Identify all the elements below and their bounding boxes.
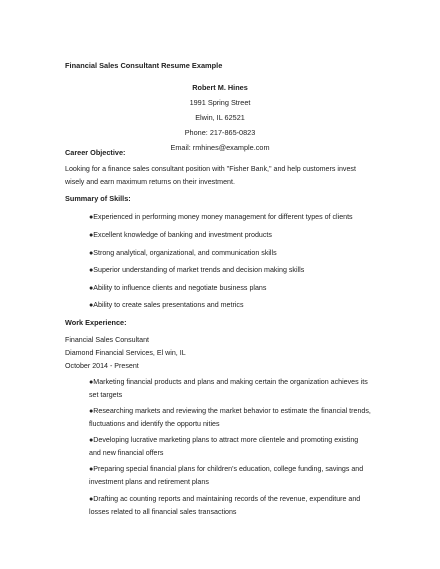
skill-item: ●Strong analytical, organizational, and communication skills (89, 249, 277, 257)
document-title: Financial Sales Consultant Resume Example (65, 61, 223, 70)
skill-item: ●Excellent knowledge of banking and investment products (89, 231, 272, 239)
duty-item (89, 493, 360, 519)
skill-item: ●Ability to create sales presentations and metrics (89, 301, 244, 309)
skill-item: ●Ability to influence clients and negotiate business plans (89, 284, 267, 292)
duty-line: ●Developing lucrative marketing plans to attract more clientele and promoting existing (89, 436, 359, 444)
skill-item: ●Experienced in performing money money management for different types of clients (89, 213, 353, 221)
duty-item (89, 405, 371, 431)
duty-line: ●Researching markets and reviewing the market behavior to estimate the financial trends, (89, 407, 371, 415)
city-state-zip: Elwin, IL 62521 (195, 113, 245, 122)
career-objective-text (65, 163, 405, 189)
duty-item (89, 376, 368, 402)
duty-line: fluctuations and identify the opportu nities (89, 420, 220, 428)
duty-line: set targets (89, 391, 123, 399)
email-address: Email: rmhines@example.com (170, 143, 270, 152)
candidate-name: Robert M. Hines (192, 83, 248, 92)
contact-block (0, 80, 440, 155)
phone-number: Phone: 217-865-0823 (184, 128, 256, 137)
duty-line: ●Preparing special financial plans for children's education, college funding, savings and (89, 465, 364, 473)
duty-line: investment plans and retirement plans (89, 478, 209, 486)
career-objective-line: wisely and earn maximum returns on their investment. (65, 178, 235, 186)
company-name: Diamond Financial Services, El win, IL (65, 349, 186, 357)
skills-heading: Summary of Skills: (65, 194, 131, 203)
duty-line: ●Marketing financial products and plans and making certain the organization achieves its (89, 378, 368, 386)
duty-item (89, 434, 358, 460)
job-details (65, 334, 186, 373)
duty-line: losses related to all financial sales transactions (89, 508, 237, 516)
duty-item (89, 463, 363, 489)
duty-line: and new financial offers (89, 449, 164, 457)
employment-dates: October 2014 - Present (65, 362, 139, 370)
job-title: Financial Sales Consultant (65, 336, 149, 344)
career-objective-heading: Career Objective: (65, 148, 126, 157)
duty-line: ●Drafting ac counting reports and maintaining records of the revenue, expenditure and (89, 495, 361, 503)
skill-item: ●Superior understanding of market trends and decision making skills (89, 266, 305, 274)
career-objective-line: Looking for a finance sales consultant position with "Fisher Bank," and help customers invest (65, 165, 356, 173)
work-experience-heading: Work Experience: (65, 318, 127, 327)
street-address: 1991 Spring Street (189, 98, 251, 107)
